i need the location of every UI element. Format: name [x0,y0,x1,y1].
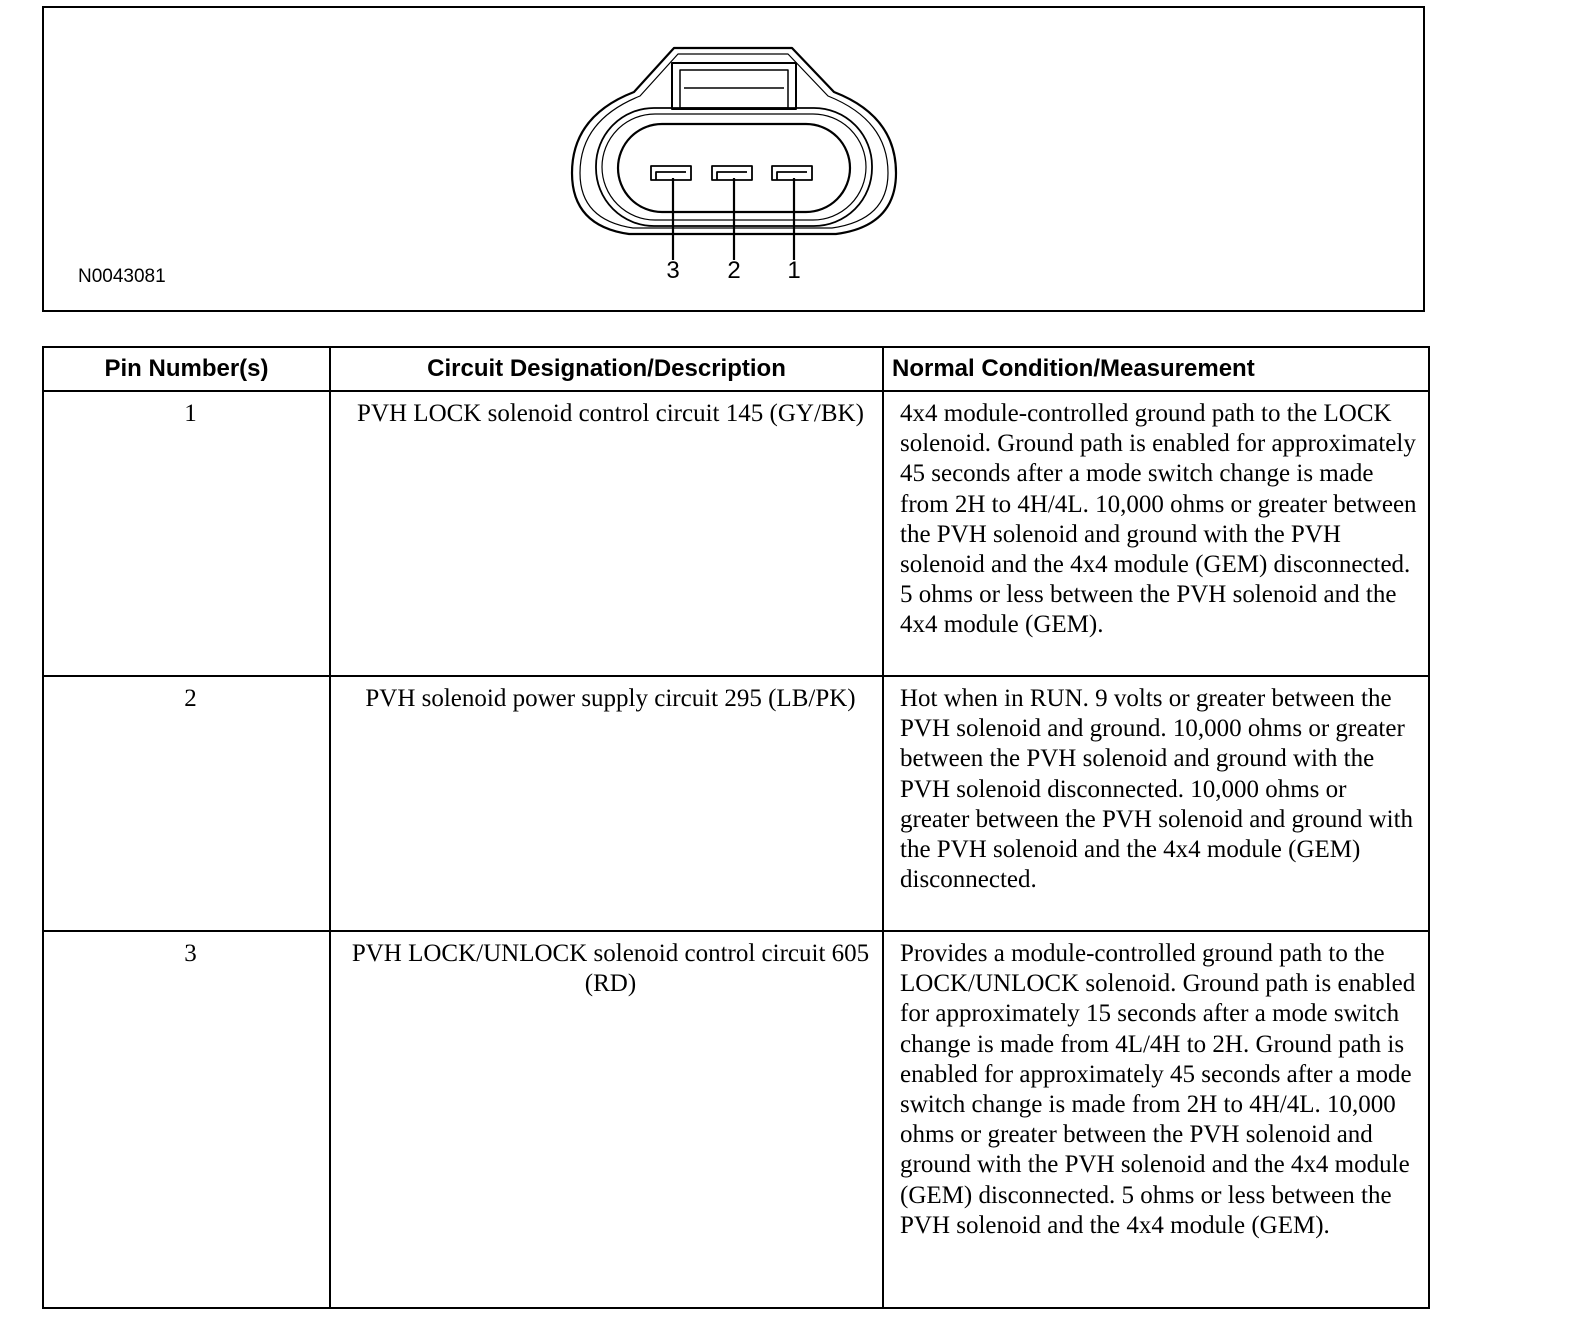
pin-label-1: 1 [787,257,801,284]
pin-label-3: 3 [666,257,680,284]
pin-number-cell: 2 [43,676,330,931]
condition-measurement-cell: Provides a module-controlled ground path to the LOCK/UNLOCK solenoid. Ground path is enabled for approximately 15 seconds after a mode switch change is made from 4L/4H to 2H. Ground path is enabled for approximately 45 seconds after a mode switch change is made from 2H to 4H/4L. 10,000 ohms or greater between the PVH solenoid and ground with the PVH solenoid and the 4x4 module (GEM) disconnected. 5 ohms or less between the PVH solenoid and the 4x4 module (GEM). [883,931,1429,1308]
pin-number-cell: 3 [43,931,330,1308]
table-row [43,676,1429,931]
circuit-description-cell: PVH LOCK/UNLOCK solenoid control circuit 605 (RD) [330,931,883,1308]
condition-measurement-cell: Hot when in RUN. 9 volts or greater between the PVH solenoid and ground. 10,000 ohms or greater between the PVH solenoid and ground with the PVH solenoid disconnected. 10,000 ohms or greater between the PVH solenoid and ground with the PVH solenoid and the 4x4 module (GEM) disconnected. [883,676,1429,931]
header-pin-number: Pin Number(s) [43,347,330,391]
pin-label-2: 2 [727,257,741,284]
table-row [43,931,1429,1308]
connector-diagram [42,6,1425,312]
table-header-row [43,347,1429,391]
header-circuit-designation: Circuit Designation/Description [330,347,883,391]
figure-id-label: N0043081 [78,266,166,287]
circuit-description-cell: PVH solenoid power supply circuit 295 (LB/PK) [330,676,883,931]
pin-circuit-table [42,346,1430,1309]
header-normal-condition: Normal Condition/Measurement [883,347,1429,391]
circuit-description-cell: PVH LOCK solenoid control circuit 145 (GY/BK) [330,391,883,676]
pin-number-cell: 1 [43,391,330,676]
table-row [43,391,1429,676]
condition-measurement-cell: 4x4 module-controlled ground path to the LOCK solenoid. Ground path is enabled for approximately 45 seconds after a mode switch change is made from 2H to 4H/4L. 10,000 ohms or greater between the PVH solenoid and ground with the PVH solenoid and the 4x4 module (GEM) disconnected. 5 ohms or less between the PVH solenoid and the 4x4 module (GEM). [883,391,1429,676]
